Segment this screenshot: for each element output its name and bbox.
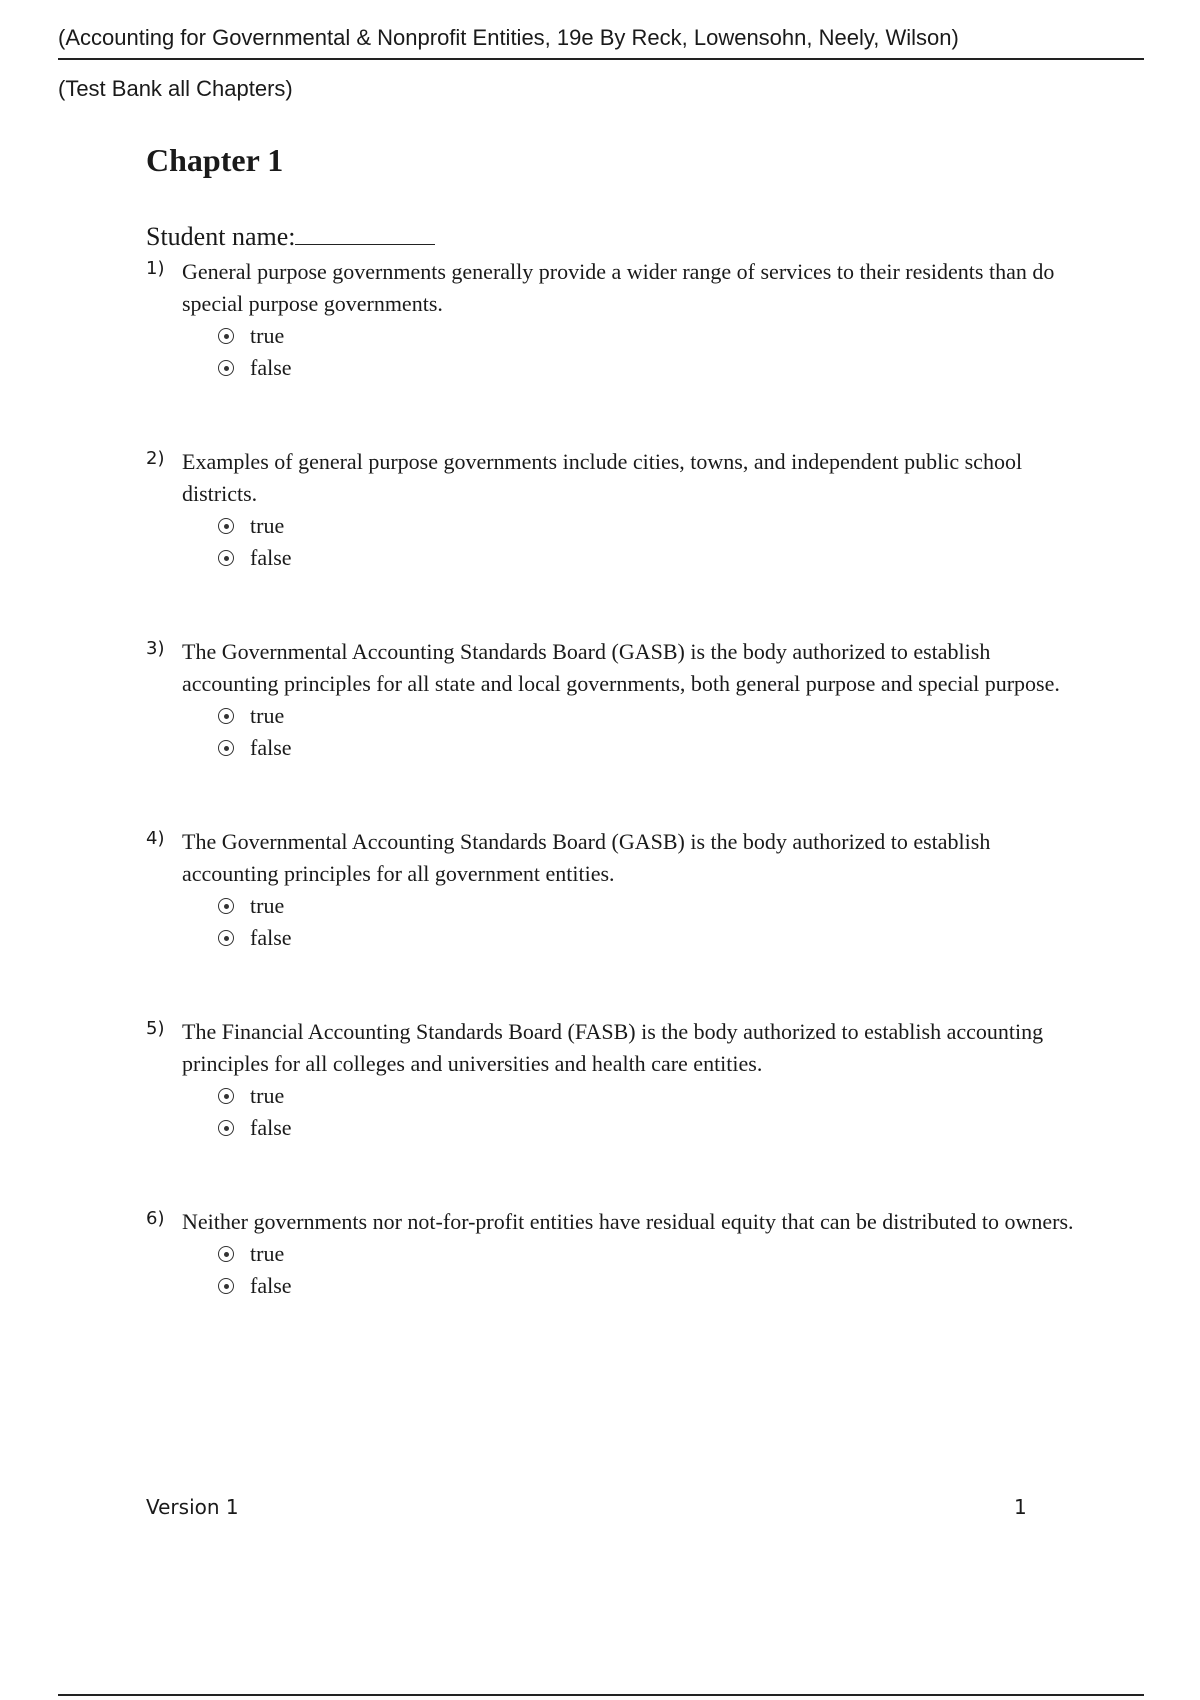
page-number: 1	[1014, 1495, 1027, 1519]
answer-options	[182, 320, 1086, 384]
radio-button-icon[interactable]	[218, 708, 234, 724]
student-name-blank[interactable]	[295, 222, 435, 245]
answer-options	[182, 700, 1086, 764]
student-name-label: Student name:	[146, 222, 296, 251]
question-number: 2)	[146, 448, 165, 469]
question-number: 4)	[146, 828, 165, 849]
radio-button-icon[interactable]	[218, 328, 234, 344]
radio-button-icon[interactable]	[218, 550, 234, 566]
option-false[interactable]	[218, 542, 1086, 574]
radio-button-icon[interactable]	[218, 518, 234, 534]
question-3	[146, 636, 1086, 764]
option-label: false	[250, 355, 292, 380]
option-label: true	[250, 893, 285, 918]
test-bank-subtitle: (Test Bank all Chapters)	[58, 76, 293, 101]
radio-button-icon[interactable]	[218, 1246, 234, 1262]
book-title: (Accounting for Governmental & Nonprofit Entities, 19e By Reck, Lowensohn, Neely, Wilson)	[58, 22, 1144, 60]
option-label: true	[250, 513, 285, 538]
question-text: General purpose governments generally provide a wider range of services to their residents than do special purpose governments.	[182, 259, 1055, 316]
question-text: The Governmental Accounting Standards Board (GASB) is the body authorized to establish accounting principles for all state and local governments, both general purpose and special purpose.	[182, 639, 1060, 696]
chapter-title: Chapter 1	[146, 142, 284, 178]
question-text: Examples of general purpose governments include cities, towns, and independent public school districts.	[182, 449, 1023, 506]
question-number: 5)	[146, 1018, 165, 1039]
option-label: true	[250, 1083, 285, 1108]
test-content	[146, 140, 1086, 1302]
question-text: The Financial Accounting Standards Board (FASB) is the body authorized to establish accounting principles for all colleges and universities and health care entities.	[182, 1019, 1044, 1076]
radio-button-icon[interactable]	[218, 360, 234, 376]
option-true[interactable]	[218, 510, 1086, 542]
option-label: false	[250, 545, 292, 570]
radio-button-icon[interactable]	[218, 898, 234, 914]
option-label: false	[250, 1273, 292, 1298]
answer-options	[182, 890, 1086, 954]
option-true[interactable]	[218, 1080, 1086, 1112]
answer-options	[182, 1080, 1086, 1144]
radio-button-icon[interactable]	[218, 740, 234, 756]
option-label: false	[250, 1115, 292, 1140]
footer-version: Version 1	[146, 1495, 239, 1519]
question-text: Neither governments nor not-for-profit entities have residual equity that can be distributed to owners.	[182, 1209, 1074, 1234]
option-true[interactable]	[218, 890, 1086, 922]
option-false[interactable]	[218, 922, 1086, 954]
question-6	[146, 1206, 1086, 1302]
option-false[interactable]	[218, 1112, 1086, 1144]
radio-button-icon[interactable]	[218, 1120, 234, 1136]
question-number: 3)	[146, 638, 165, 659]
option-false[interactable]	[218, 732, 1086, 764]
question-5	[146, 1016, 1086, 1144]
option-label: false	[250, 735, 292, 760]
option-false[interactable]	[218, 1270, 1086, 1302]
answer-options	[182, 1238, 1086, 1302]
question-1	[146, 256, 1086, 384]
question-4	[146, 826, 1086, 954]
option-true[interactable]	[218, 320, 1086, 352]
radio-button-icon[interactable]	[218, 930, 234, 946]
option-true[interactable]	[218, 700, 1086, 732]
option-false[interactable]	[218, 352, 1086, 384]
question-text: The Governmental Accounting Standards Board (GASB) is the body authorized to establish accounting principles for all government entities.	[182, 829, 991, 886]
option-label: true	[250, 703, 285, 728]
answer-options	[182, 510, 1086, 574]
radio-button-icon[interactable]	[218, 1278, 234, 1294]
student-name-field	[146, 220, 1086, 254]
option-true[interactable]	[218, 1238, 1086, 1270]
radio-button-icon[interactable]	[218, 1088, 234, 1104]
option-label: true	[250, 1241, 285, 1266]
bottom-divider	[58, 1694, 1144, 1696]
question-number: 1)	[146, 258, 165, 279]
question-number: 6)	[146, 1208, 165, 1229]
page-header	[58, 22, 1144, 104]
option-label: true	[250, 323, 285, 348]
question-2	[146, 446, 1086, 574]
option-label: false	[250, 925, 292, 950]
